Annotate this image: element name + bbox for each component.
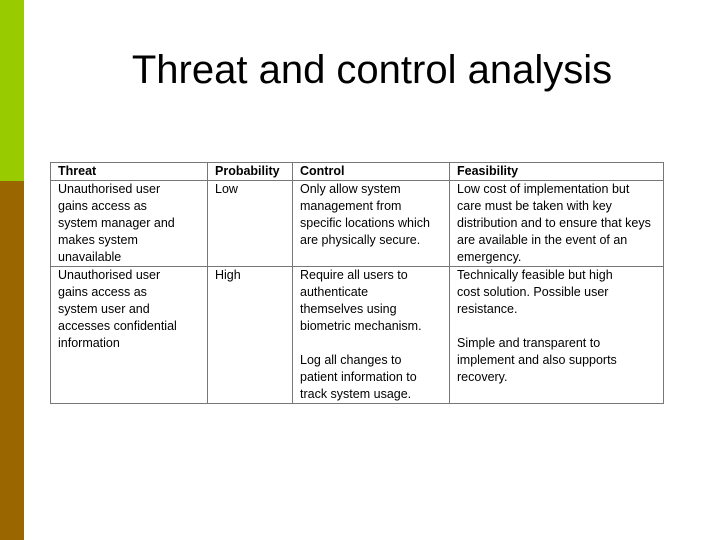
feasibility-paragraph: Simple and transparent to implement and also supports recovery.	[457, 336, 617, 384]
control-cell	[293, 267, 450, 404]
paragraph-gap	[457, 318, 656, 335]
accent-bar-green	[0, 0, 24, 181]
control-paragraph: Log all changes to patient information to track system usage.	[300, 353, 417, 401]
slide-title: Threat and control analysis	[131, 48, 613, 92]
header-probability: Probability	[208, 163, 293, 181]
accent-bar-brown	[0, 181, 24, 540]
header-control: Control	[293, 163, 450, 181]
paragraph-gap	[300, 335, 442, 352]
table-row	[51, 181, 664, 267]
table-row	[51, 267, 664, 404]
feasibility-paragraph: Technically feasible but high cost solution. Possible user resistance.	[457, 268, 613, 316]
probability-cell: High	[208, 267, 293, 404]
header-threat: Threat	[51, 163, 208, 181]
threat-cell: Unauthorised user gains access as system user and accesses confidential information	[51, 267, 208, 404]
feasibility-cell	[450, 267, 664, 404]
header-feasibility: Feasibility	[450, 163, 664, 181]
table-header-row	[51, 163, 664, 181]
control-cell: Only allow system management from specific locations which are physically secure.	[293, 181, 450, 267]
control-paragraph: Require all users to authenticate themselves using biometric mechanism.	[300, 268, 422, 333]
probability-cell: Low	[208, 181, 293, 267]
feasibility-cell: Low cost of implementation but care must be taken with key distribution and to ensure that keys are available in the event of an emergency.	[450, 181, 664, 267]
threat-control-table	[50, 162, 664, 404]
threat-cell: Unauthorised user gains access as system manager and makes system unavailable	[51, 181, 208, 267]
